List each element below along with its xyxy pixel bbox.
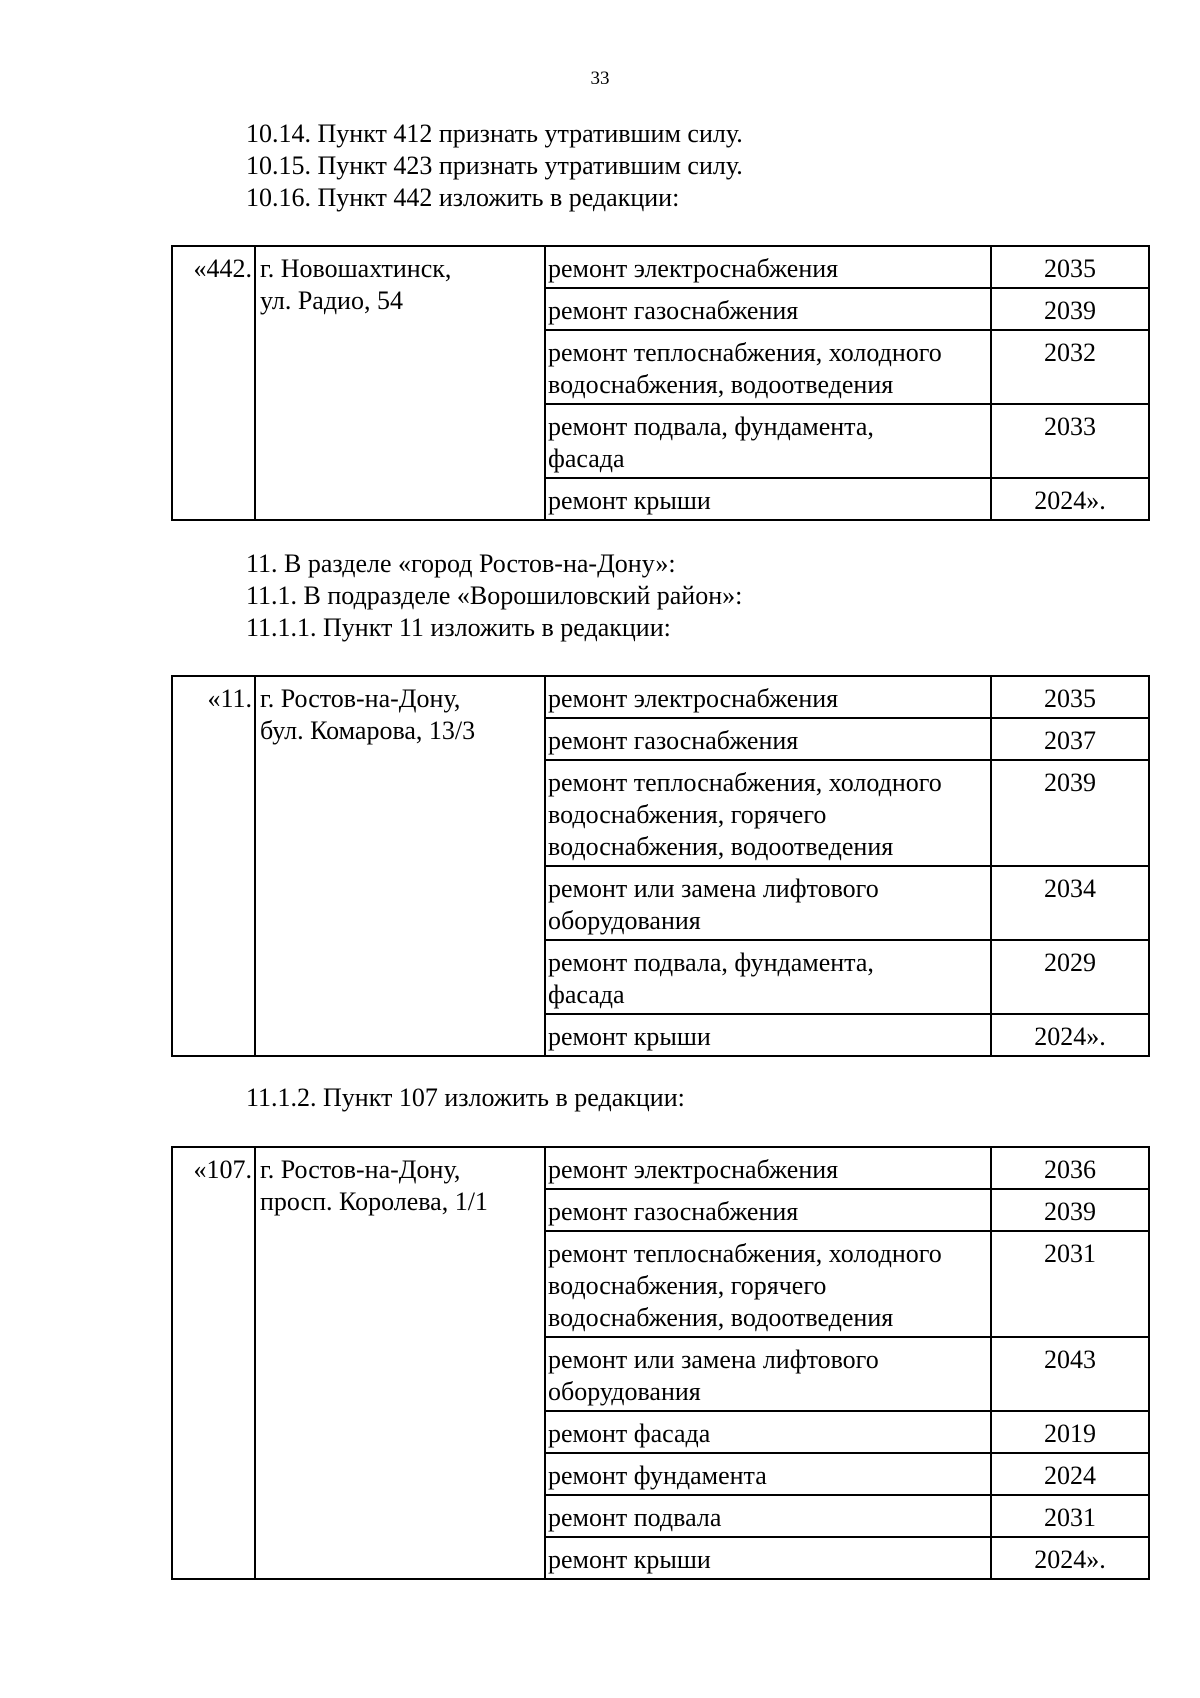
table-item-107 <box>171 1146 1150 1580</box>
work-year: 2024 <box>991 1453 1149 1495</box>
work-year: 2029 <box>991 940 1149 1014</box>
address-city: г. Ростов-на-Дону, <box>260 684 461 713</box>
work-year: 2039 <box>991 760 1149 866</box>
work-year: 2039 <box>991 1189 1149 1231</box>
item-number: «442. <box>172 246 255 520</box>
work-year: 2043 <box>991 1337 1149 1411</box>
work-line: водоснабжения, водоотведения <box>548 1303 894 1332</box>
work-line: ремонт теплоснабжения, холодного <box>548 1239 942 1268</box>
work-year: 2031 <box>991 1231 1149 1337</box>
work-type: ремонт крыши <box>545 1537 991 1579</box>
paragraph-10-15: 10.15. Пункт 423 признать утратившим силу. <box>246 151 743 180</box>
table-row <box>172 1147 1149 1189</box>
work-line: фасада <box>548 444 625 473</box>
paragraph-11-1: 11.1. В подразделе «Ворошиловский район»: <box>246 581 743 610</box>
work-line: оборудования <box>548 1377 701 1406</box>
table-item-442 <box>171 245 1150 521</box>
table-row <box>172 246 1149 288</box>
work-line: ремонт или замена лифтового <box>548 874 879 903</box>
work-type: ремонт газоснабжения <box>545 718 991 760</box>
work-type: ремонт электроснабжения <box>545 676 991 718</box>
work-year: 2024». <box>991 478 1149 520</box>
work-line: водоснабжения, горячего <box>548 1271 827 1300</box>
work-year: 2037 <box>991 718 1149 760</box>
work-year: 2034 <box>991 866 1149 940</box>
work-year: 2036 <box>991 1147 1149 1189</box>
paragraph-11-1-2: 11.1.2. Пункт 107 изложить в редакции: <box>246 1083 685 1112</box>
work-type: ремонт крыши <box>545 1014 991 1056</box>
paragraph-10-16: 10.16. Пункт 442 изложить в редакции: <box>246 183 680 212</box>
work-line: водоснабжения, горячего <box>548 800 827 829</box>
work-year: 2024». <box>991 1014 1149 1056</box>
work-type <box>545 1231 991 1337</box>
work-type: ремонт электроснабжения <box>545 1147 991 1189</box>
work-type <box>545 760 991 866</box>
work-type: ремонт электроснабжения <box>545 246 991 288</box>
work-type <box>545 866 991 940</box>
work-line: оборудования <box>548 906 701 935</box>
work-type <box>545 404 991 478</box>
work-line: ремонт теплоснабжения, холодного <box>548 338 942 367</box>
address-cell <box>255 676 545 1056</box>
work-line: водоснабжения, водоотведения <box>548 370 894 399</box>
paragraph-11: 11. В разделе «город Ростов-на-Дону»: <box>246 549 676 578</box>
work-type: ремонт газоснабжения <box>545 1189 991 1231</box>
work-year: 2033 <box>991 404 1149 478</box>
work-year: 2024». <box>991 1537 1149 1579</box>
work-type <box>545 330 991 404</box>
work-type: ремонт газоснабжения <box>545 288 991 330</box>
work-line: ремонт подвала, фундамента, <box>548 412 874 441</box>
address-city: г. Ростов-на-Дону, <box>260 1155 461 1184</box>
address-street: ул. Радио, 54 <box>260 286 403 315</box>
table-row <box>172 676 1149 718</box>
address-city: г. Новошахтинск, <box>260 254 452 283</box>
work-year: 2032 <box>991 330 1149 404</box>
work-line: ремонт теплоснабжения, холодного <box>548 768 942 797</box>
address-cell <box>255 246 545 520</box>
address-street: просп. Королева, 1/1 <box>260 1187 488 1216</box>
work-year: 2039 <box>991 288 1149 330</box>
work-type: ремонт фасада <box>545 1411 991 1453</box>
work-year: 2035 <box>991 246 1149 288</box>
work-year: 2035 <box>991 676 1149 718</box>
work-line: фасада <box>548 980 625 1009</box>
work-type <box>545 1337 991 1411</box>
paragraph-10-14: 10.14. Пункт 412 признать утратившим силу. <box>246 119 743 148</box>
work-line: ремонт или замена лифтового <box>548 1345 879 1374</box>
item-number: «107. <box>172 1147 255 1579</box>
item-number: «11. <box>172 676 255 1056</box>
page-number: 33 <box>590 68 610 89</box>
work-type: ремонт подвала <box>545 1495 991 1537</box>
work-type: ремонт крыши <box>545 478 991 520</box>
work-type: ремонт фундамента <box>545 1453 991 1495</box>
address-street: бул. Комарова, 13/3 <box>260 716 476 745</box>
work-year: 2031 <box>991 1495 1149 1537</box>
work-year: 2019 <box>991 1411 1149 1453</box>
table-item-11 <box>171 675 1150 1057</box>
work-line: ремонт подвала, фундамента, <box>548 948 874 977</box>
work-type <box>545 940 991 1014</box>
work-line: водоснабжения, водоотведения <box>548 832 894 861</box>
paragraph-11-1-1: 11.1.1. Пункт 11 изложить в редакции: <box>246 613 671 642</box>
address-cell <box>255 1147 545 1579</box>
